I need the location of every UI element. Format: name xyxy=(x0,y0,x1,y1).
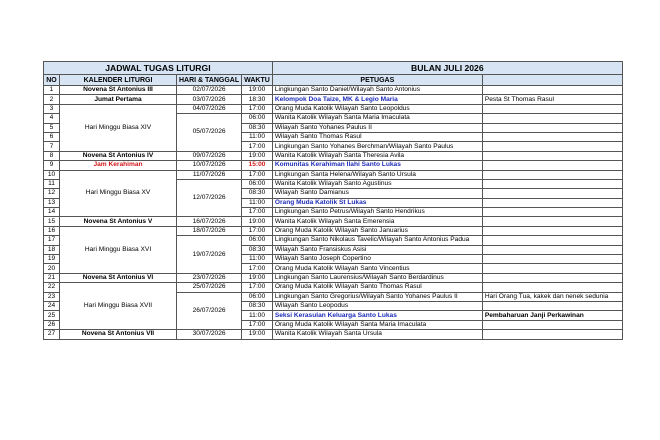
row-officers: Seksi Kerasulan Keluarga Santo Lukas xyxy=(272,311,482,320)
row-officers: Lingkungan Santo Yohanes Berchman/Wilayah Santo Paulus xyxy=(272,142,482,151)
schedule-title: JADWAL TUGAS LITURGI xyxy=(44,62,273,75)
row-date: 11/07/2026 xyxy=(177,170,242,179)
table-row xyxy=(44,283,623,292)
row-time: 11:00 xyxy=(242,255,273,264)
row-time: 17:00 xyxy=(242,264,273,273)
row-note xyxy=(482,245,622,254)
row-note xyxy=(482,123,622,132)
row-note xyxy=(482,198,622,207)
row-officers: Wilayah Santo Leopodus xyxy=(272,301,482,310)
row-officers: Wanita Katolik Wilayah Santa Ursula xyxy=(272,330,482,339)
row-no: 12 xyxy=(44,189,60,198)
row-officers: Wilayah Santo Damianus xyxy=(272,189,482,198)
row-officers: Orang Muda Katolik Wilayah Santo Vincentius xyxy=(272,264,482,273)
header-officers: PETUGAS xyxy=(272,75,482,86)
row-no: 16 xyxy=(44,226,60,235)
table-row xyxy=(44,273,623,282)
row-officers: Kelompok Doa Taize, MK & Legio Maria xyxy=(272,95,482,104)
row-officers: Lingkungan Santo Daniel/Wilayah Santo Antonius xyxy=(272,86,482,95)
row-date: 19/07/2026 xyxy=(177,236,242,274)
table-row xyxy=(44,226,623,235)
row-time: 19:00 xyxy=(242,86,273,95)
row-time: 08:30 xyxy=(242,189,273,198)
row-date: 12/07/2026 xyxy=(177,179,242,217)
header-no: NO xyxy=(44,75,60,86)
row-time: 19:00 xyxy=(242,273,273,282)
row-date: 16/07/2026 xyxy=(177,217,242,226)
row-no: 20 xyxy=(44,264,60,273)
row-no: 11 xyxy=(44,179,60,188)
row-no: 13 xyxy=(44,198,60,207)
row-no: 7 xyxy=(44,142,60,151)
header-row xyxy=(44,75,623,86)
row-no: 4 xyxy=(44,114,60,123)
row-note: Pesta St Thomas Rasul xyxy=(482,95,622,104)
row-time: 11:00 xyxy=(242,311,273,320)
table-row xyxy=(44,170,623,179)
row-calendar: Hari Minggu Biasa XV xyxy=(60,170,177,217)
row-note xyxy=(482,264,622,273)
row-note xyxy=(482,151,622,160)
row-time: 19:00 xyxy=(242,217,273,226)
row-officers: Komunitas Kerahiman Ilahi Santo Lukas xyxy=(272,161,482,170)
row-time: 11:00 xyxy=(242,132,273,141)
row-no: 15 xyxy=(44,217,60,226)
row-time: 18:30 xyxy=(242,95,273,104)
row-officers: Wilayah Santo Fransiskus Asisi xyxy=(272,245,482,254)
row-note xyxy=(482,114,622,123)
row-officers: Wilayah Santo Thomas Rasul xyxy=(272,132,482,141)
row-date: 26/07/2026 xyxy=(177,292,242,330)
row-note xyxy=(482,86,622,95)
row-note xyxy=(482,170,622,179)
row-note xyxy=(482,189,622,198)
row-officers: Orang Muda Katolik Wilayah Santa Maria Imaculata xyxy=(272,320,482,329)
table-row xyxy=(44,95,623,104)
row-no: 6 xyxy=(44,132,60,141)
row-calendar: Novena St Antonius IV xyxy=(60,151,177,160)
row-date: 03/07/2026 xyxy=(177,95,242,104)
row-calendar: Jumat Pertama xyxy=(60,95,177,104)
row-note xyxy=(482,217,622,226)
row-time: 17:00 xyxy=(242,226,273,235)
row-officers: Wanita Katolik Wilayah Santa Theresia Avila xyxy=(272,151,482,160)
row-calendar: Jam Kerahiman xyxy=(60,161,177,170)
row-no: 18 xyxy=(44,245,60,254)
header-calendar: KALENDER LITURGI xyxy=(60,75,177,86)
row-officers: Orang Muda Katolik Wilayah Santo Leopoldus xyxy=(272,104,482,113)
row-officers: Lingkungan Santo Nikolaus Tavelic/Wilayah Santo Antonius Padua xyxy=(272,236,482,245)
row-note: Pembaharuan Janji Perkawinan xyxy=(482,311,622,320)
row-note xyxy=(482,142,622,151)
row-time: 19:00 xyxy=(242,151,273,160)
row-no: 19 xyxy=(44,255,60,264)
row-officers: Wanita Katolik Wilayah Santo Agustinus xyxy=(272,179,482,188)
row-calendar: Novena St Antonius V xyxy=(60,217,177,226)
row-no: 26 xyxy=(44,320,60,329)
row-officers: Orang Muda Katolik Wilayah Santo Thomas Rasul xyxy=(272,283,482,292)
liturgy-schedule-table xyxy=(43,61,623,340)
row-officers: Lingkungan Santo Gregorius/Wilayah Santo Yohanes Paulus II xyxy=(272,292,482,301)
row-time: 06:00 xyxy=(242,179,273,188)
row-no: 5 xyxy=(44,123,60,132)
row-note xyxy=(482,320,622,329)
row-time: 17:00 xyxy=(242,283,273,292)
row-note xyxy=(482,236,622,245)
row-time: 11:00 xyxy=(242,198,273,207)
row-date: 02/07/2026 xyxy=(177,86,242,95)
row-note: Hari Orang Tua, kakek dan nenek sedunia xyxy=(482,292,622,301)
table-row xyxy=(44,330,623,339)
row-note xyxy=(482,255,622,264)
title-row xyxy=(44,62,623,75)
row-calendar: Novena St Antonius III xyxy=(60,86,177,95)
row-date: 18/07/2026 xyxy=(177,226,242,235)
row-time: 15:00 xyxy=(242,161,273,170)
row-date: 10/07/2026 xyxy=(177,161,242,170)
row-no: 24 xyxy=(44,301,60,310)
row-no: 27 xyxy=(44,330,60,339)
row-calendar: Hari Minggu Biasa XVI xyxy=(60,226,177,273)
row-no: 3 xyxy=(44,104,60,113)
header-notes xyxy=(482,75,622,86)
row-no: 2 xyxy=(44,95,60,104)
row-officers: Lingkungan Santa Helena/Wilayah Santo Ursula xyxy=(272,170,482,179)
row-note xyxy=(482,330,622,339)
row-note xyxy=(482,208,622,217)
row-officers: Lingkungan Santo Laurensius/Wilayah Santo Berdardinus xyxy=(272,273,482,282)
row-time: 06:00 xyxy=(242,236,273,245)
row-note xyxy=(482,161,622,170)
row-calendar: Hari Minggu Biasa XVII xyxy=(60,283,177,330)
row-date: 09/07/2026 xyxy=(177,151,242,160)
row-time: 17:00 xyxy=(242,170,273,179)
row-time: 17:00 xyxy=(242,142,273,151)
row-time: 17:00 xyxy=(242,320,273,329)
row-no: 10 xyxy=(44,170,60,179)
row-time: 08:30 xyxy=(242,245,273,254)
row-time: 17:00 xyxy=(242,104,273,113)
row-time: 06:00 xyxy=(242,292,273,301)
row-date: 23/07/2026 xyxy=(177,273,242,282)
row-time: 08:30 xyxy=(242,301,273,310)
row-officers: Wilayah Santo Yohanes Paulus II xyxy=(272,123,482,132)
row-note xyxy=(482,273,622,282)
row-officers: Orang Muda Katolik St Lukas xyxy=(272,198,482,207)
row-note xyxy=(482,283,622,292)
row-time: 08:30 xyxy=(242,123,273,132)
row-no: 22 xyxy=(44,283,60,292)
row-note xyxy=(482,132,622,141)
row-no: 17 xyxy=(44,236,60,245)
row-no: 9 xyxy=(44,161,60,170)
row-time: 19:00 xyxy=(242,330,273,339)
header-time: WAKTU xyxy=(242,75,273,86)
row-officers: Wilayah Santo Joseph Copertino xyxy=(272,255,482,264)
row-no: 25 xyxy=(44,311,60,320)
row-officers: Wanita Katolik Wilayah Santa Maria Imaculata xyxy=(272,114,482,123)
row-date: 04/07/2026 xyxy=(177,104,242,113)
row-no: 21 xyxy=(44,273,60,282)
table-row xyxy=(44,161,623,170)
row-calendar: Novena St Antonius VII xyxy=(60,330,177,339)
row-officers: Wanita Katolik Wilayah Santa Emerensia xyxy=(272,217,482,226)
row-calendar: Novena St Antonius VI xyxy=(60,273,177,282)
row-note xyxy=(482,104,622,113)
row-no: 8 xyxy=(44,151,60,160)
row-note xyxy=(482,301,622,310)
table-row xyxy=(44,151,623,160)
table-row xyxy=(44,104,623,113)
row-time: 06:00 xyxy=(242,114,273,123)
row-date: 25/07/2026 xyxy=(177,283,242,292)
header-date: HARI & TANGGAL xyxy=(177,75,242,86)
row-officers: Lingkungan Santo Petrus/Wilayah Santo Hendrikus xyxy=(272,208,482,217)
row-note xyxy=(482,226,622,235)
month-title: BULAN JULI 2026 xyxy=(272,62,622,75)
row-time: 17:00 xyxy=(242,208,273,217)
row-date: 30/07/2026 xyxy=(177,330,242,339)
row-note xyxy=(482,179,622,188)
table-row xyxy=(44,217,623,226)
row-no: 14 xyxy=(44,208,60,217)
table-row xyxy=(44,86,623,95)
row-officers: Orang Muda Katolik Wilayah Santo Januarius xyxy=(272,226,482,235)
row-calendar: Hari Minggu Biasa XIV xyxy=(60,104,177,151)
row-no: 23 xyxy=(44,292,60,301)
row-no: 1 xyxy=(44,86,60,95)
row-date: 05/07/2026 xyxy=(177,114,242,152)
